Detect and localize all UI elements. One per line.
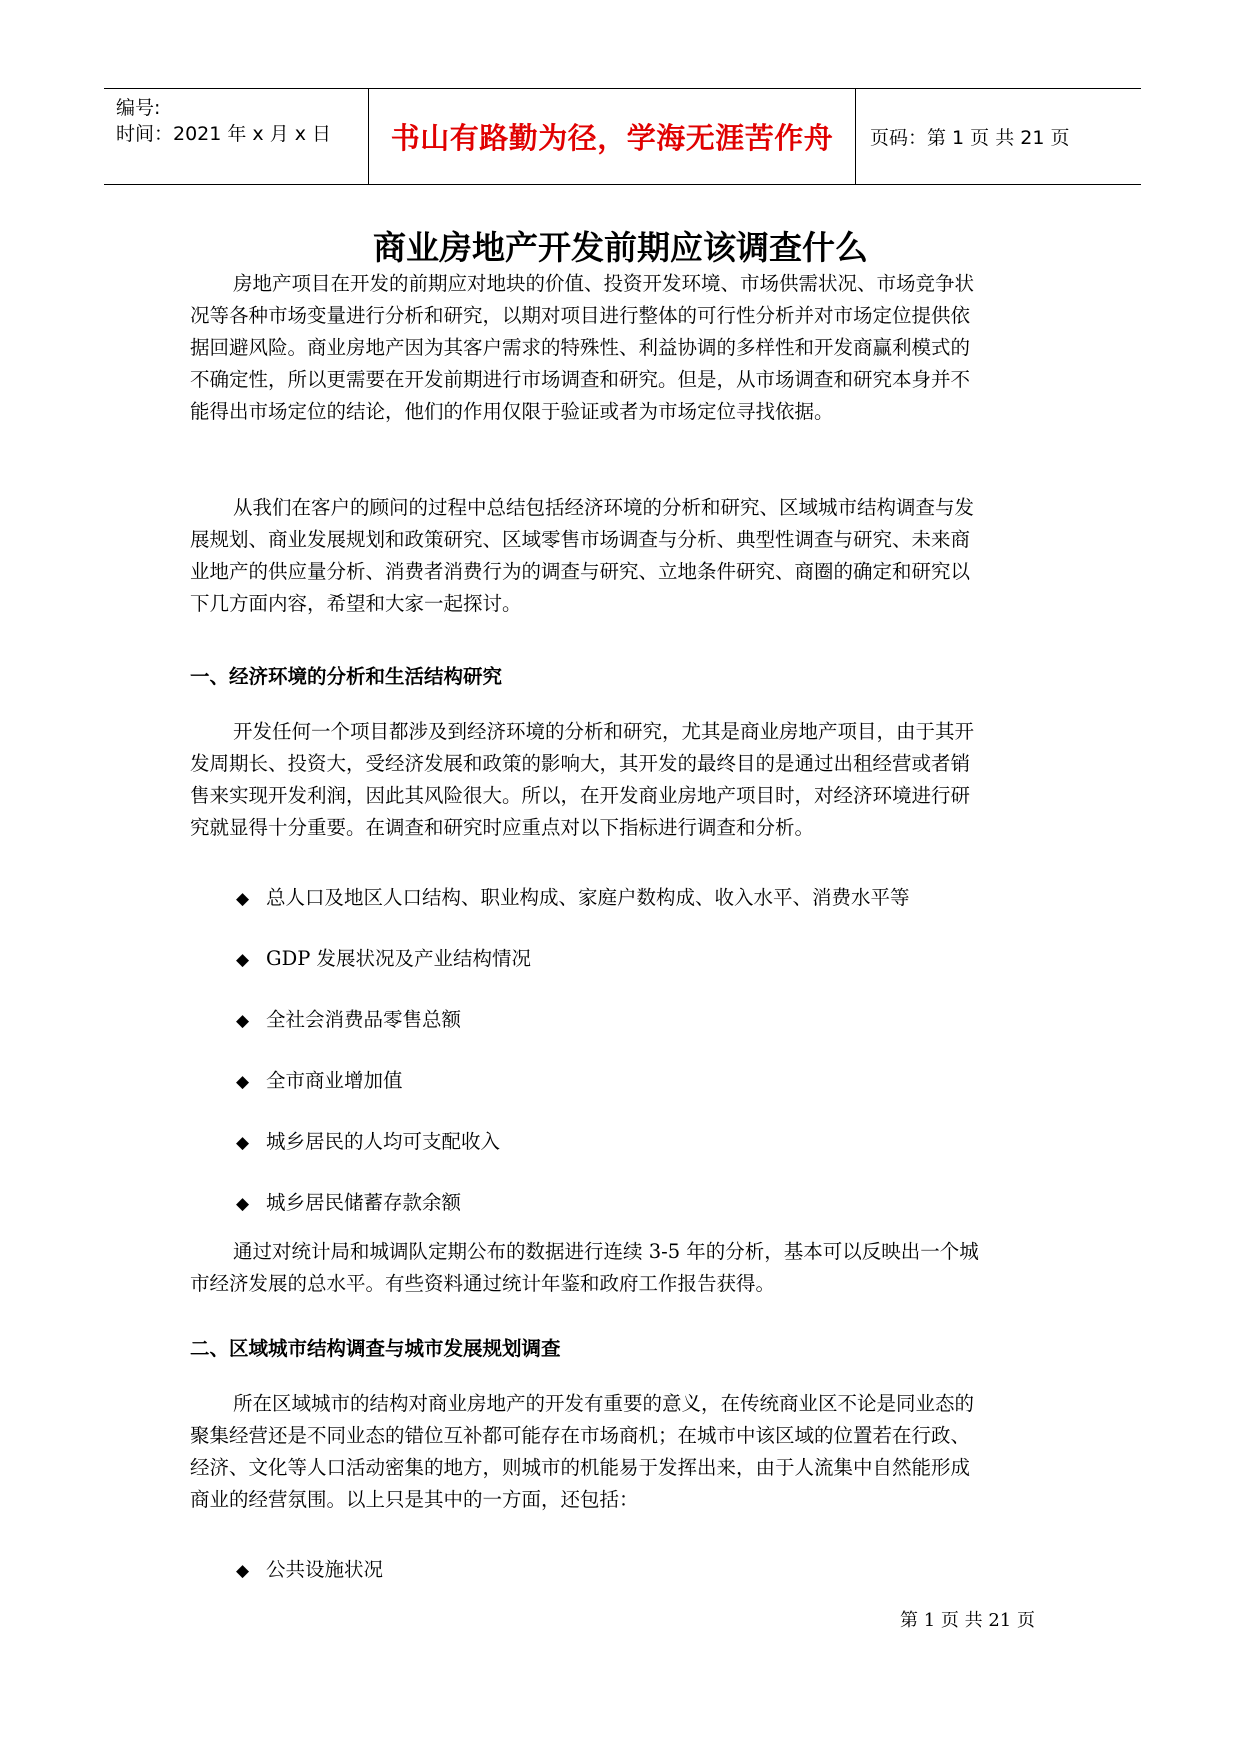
text-line: 经济、文化等人口活动密集的地方，则城市的机能易于发挥出来，由于人流集中自然能形成 [190,1456,971,1479]
time-label: 时间：2021 年 x 月 x 日 [116,123,332,145]
diamond-bullet-icon: ◆ [236,1072,250,1092]
diamond-bullet-icon: ◆ [236,1133,250,1153]
code-label: 编号: [116,97,161,119]
bullet-item [236,1004,461,1032]
page-footer: 第 1 页 共 21 页 [900,1610,1035,1631]
text-line: 况等各种市场变量进行分析和研究，以期对项目进行整体的可行性分析并对市场定位提供依 [190,304,971,327]
section-heading-2: 二、区域城市结构调查与城市发展规划调查 [190,1337,561,1360]
bullet-item [236,882,910,910]
bullet-text: 总人口及地区人口结构、职业构成、家庭户数构成、收入水平、消费水平等 [266,886,910,909]
text-line: 通过对统计局和城调队定期公布的数据进行连续 3-5 年的分析，基本可以反映出一个城 [233,1240,979,1263]
bullet-text: 城乡居民储蓄存款余额 [266,1191,462,1214]
bullet-text: GDP 发展状况及产业结构情况 [266,947,532,970]
paragraph-economy [190,716,1058,844]
text-line: 所在区域城市的结构对商业房地产的开发有重要的意义，在传统商业区不论是同业态的 [233,1392,975,1415]
header-motto-cell [368,89,856,184]
text-line: 售来实现开发利润，因此其风险很大。所以，在开发商业房地产项目时，对经济环境进行研 [190,784,971,807]
bullet-text: 全市商业增加值 [266,1069,403,1092]
text-line: 究就显得十分重要。在调查和研究时应重点对以下指标进行调查和分析。 [190,816,815,839]
header-page-number: 页码：第 1 页 共 21 页 [870,127,1070,149]
paragraph-statistics [190,1236,1058,1300]
diamond-bullet-icon: ◆ [236,1561,250,1581]
header-motto: 书山有路勤为径，学海无涯苦作舟 [390,121,834,155]
text-line: 市经济发展的总水平。有些资料通过统计年鉴和政府工作报告获得。 [190,1272,776,1295]
text-line: 开发任何一个项目都涉及到经济环境的分析和研究，尤其是商业房地产项目，由于其开 [233,720,975,743]
header-page-cell [856,89,1141,184]
bullet-item [236,943,531,971]
text-line: 不确定性，所以更需要在开发前期进行市场调查和研究。但是，从市场调查和研究本身并不 [190,368,971,391]
text-line: 业地产的供应量分析、消费者消费行为的调查与研究、立地条件研究、商圈的确定和研究以 [190,560,971,583]
section-heading-1: 一、经济环境的分析和生活结构研究 [190,665,503,688]
text-line: 据回避风险。商业房地产因为其客户需求的特殊性、利益协调的多样性和开发商赢利模式的 [190,336,971,359]
bullet-item [236,1065,403,1093]
diamond-bullet-icon: ◆ [236,889,250,909]
text-line: 下几方面内容，希望和大家一起探讨。 [190,592,522,615]
text-line: 商业的经营氛围。以上只是其中的一方面，还包括： [190,1488,639,1511]
bullet-item [236,1126,500,1154]
text-line: 展规划、商业发展规划和政策研究、区域零售市场调查与分析、典型性调查与研究、未来商 [190,528,971,551]
text-line: 聚集经营还是不同业态的错位互补都可能存在市场商机；在城市中该区域的位置若在行政、 [190,1424,971,1447]
bullet-item [236,1187,461,1215]
paragraph-intro [190,268,1058,428]
text-line: 从我们在客户的顾问的过程中总结包括经济环境的分析和研究、区域城市结构调查与发 [233,496,975,519]
bullet-text: 全社会消费品零售总额 [266,1008,462,1031]
text-line: 房地产项目在开发的前期应对地块的价值、投资开发环境、市场供需状况、市场竞争状 [233,272,975,295]
diamond-bullet-icon: ◆ [236,950,250,970]
paragraph-city-structure [190,1388,1058,1516]
document-header [104,88,1141,185]
diamond-bullet-icon: ◆ [236,1011,250,1031]
document-title: 商业房地产开发前期应该调查什么 [373,228,868,267]
text-line: 发周期长、投资大，受经济发展和政策的影响大，其开发的最终目的是通过出租经营或者销 [190,752,971,775]
paragraph-overview [190,492,1058,620]
bullet-text: 公共设施状况 [266,1558,384,1581]
header-left-cell [104,89,368,184]
diamond-bullet-icon: ◆ [236,1194,250,1214]
bullet-text: 城乡居民的人均可支配收入 [266,1130,501,1153]
bullet-item [236,1554,383,1582]
text-line: 能得出市场定位的结论，他们的作用仅限于验证或者为市场定位寻找依据。 [190,400,834,423]
